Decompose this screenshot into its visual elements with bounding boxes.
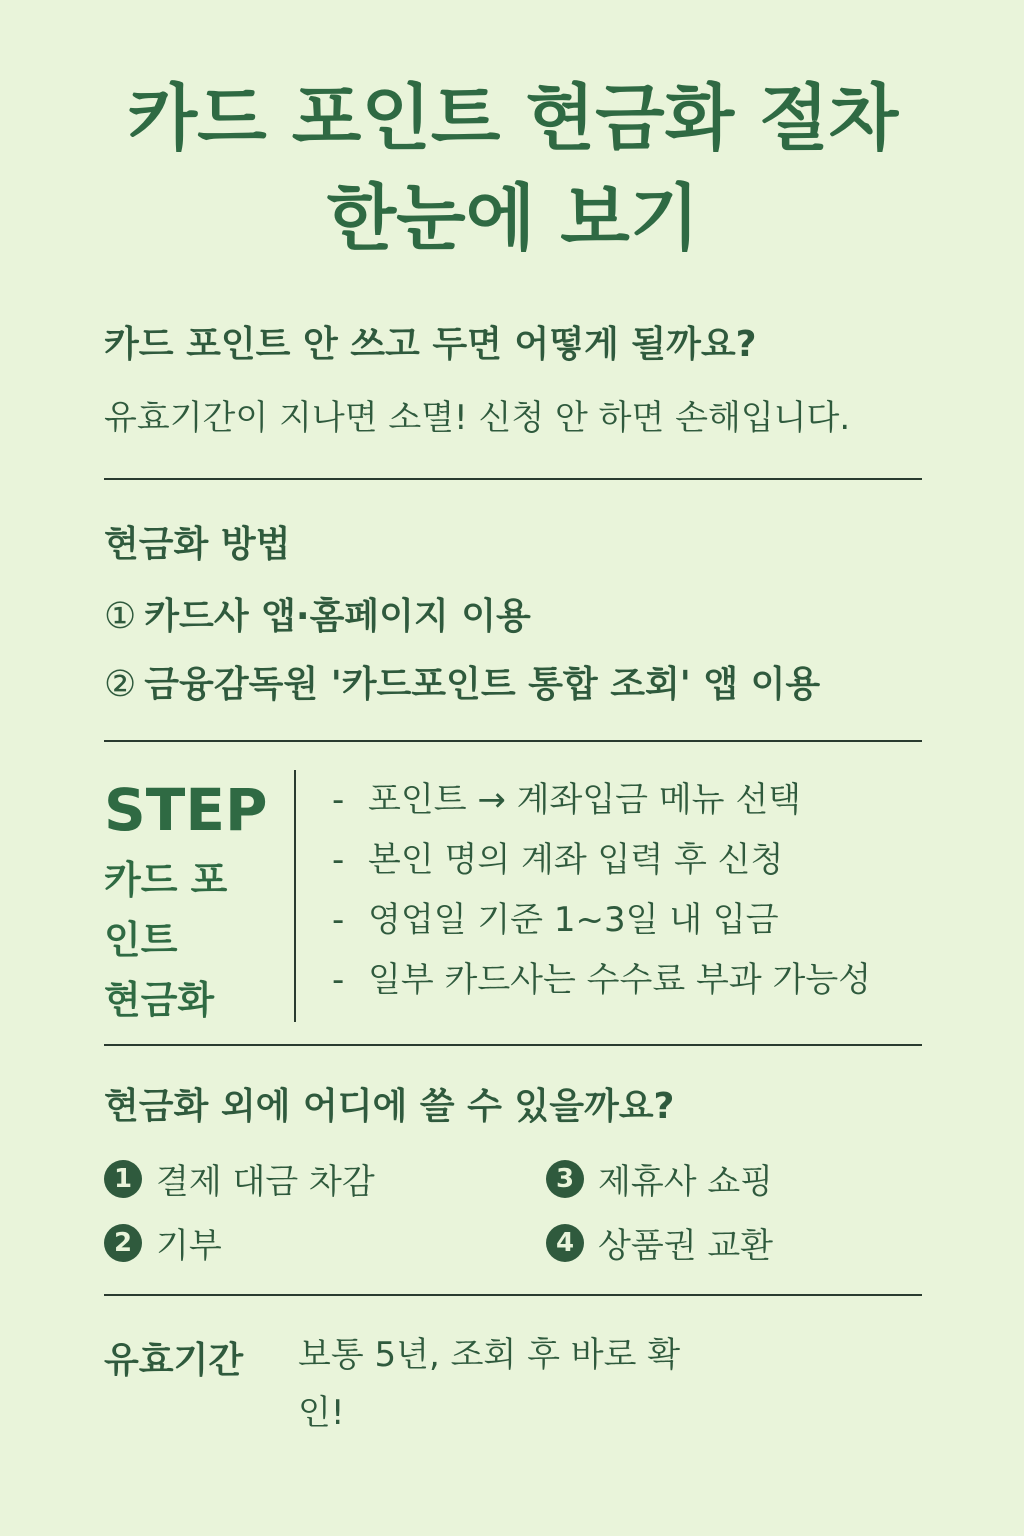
number-badge-icon: 3 — [546, 1160, 584, 1198]
method-label: 카드사 앱·홈페이지 이용 — [144, 596, 531, 637]
validity-text: 보통 5년, 조회 후 바로 확인! — [298, 1335, 681, 1433]
number-badge-icon: 1 — [104, 1160, 142, 1198]
validity-label: 유효기간 — [104, 1340, 244, 1381]
methods-heading: 현금화 방법 — [104, 524, 291, 565]
step-subheading-line: 카드 포 — [104, 858, 228, 902]
use-item-label: 제휴사 쇼핑 — [598, 1162, 774, 1202]
step-subheading-line: 인트 — [104, 918, 178, 962]
step-item — [332, 890, 871, 950]
use-item — [546, 1218, 773, 1267]
dash-bullet: - — [332, 960, 345, 1000]
title-line-1: 카드 포인트 현금화 절차 — [127, 76, 899, 160]
title-line-2: 한눈에 보기 — [326, 176, 700, 260]
step-label-block — [104, 770, 284, 1030]
divider — [104, 1294, 922, 1296]
step-section — [104, 770, 922, 1022]
use-item — [104, 1154, 375, 1203]
use-item-label: 기부 — [156, 1226, 222, 1266]
use-item-label: 상품권 교환 — [598, 1226, 774, 1266]
method-label: 금융감독원 '카드포인트 통합 조회' 앱 이용 — [144, 664, 821, 705]
use-item — [546, 1154, 773, 1203]
step-item — [332, 770, 871, 830]
question-heading: 카드 포인트 안 쓰고 두면 어떻게 될까요? — [104, 324, 757, 365]
step-subheading-line: 현금화 — [104, 978, 215, 1022]
method-number: ① — [104, 596, 137, 637]
step-heading: STEP — [104, 776, 268, 844]
step-item — [332, 830, 871, 890]
page-title — [104, 68, 922, 268]
divider — [104, 740, 922, 742]
divider — [104, 1044, 922, 1046]
method-item — [104, 588, 531, 639]
use-item — [104, 1218, 222, 1267]
method-item — [104, 656, 820, 707]
step-item-text: 일부 카드사는 수수료 부과 가능성 — [368, 960, 872, 1000]
step-list — [332, 770, 871, 1010]
number-badge-icon: 2 — [104, 1224, 142, 1262]
use-item-label: 결제 대금 차감 — [156, 1162, 375, 1202]
divider — [104, 478, 922, 480]
question-answer: 유효기간이 지나면 소멸! 신청 안 하면 손해입니다. — [104, 398, 851, 438]
step-item-text: 포인트 → 계좌입금 메뉴 선택 — [368, 780, 802, 820]
step-item-text: 본인 명의 계좌 입력 후 신청 — [368, 840, 784, 880]
number-badge-icon: 4 — [546, 1224, 584, 1262]
step-item-text: 영업일 기준 1~3일 내 입금 — [368, 900, 779, 940]
step-item — [332, 950, 871, 1010]
dash-bullet: - — [332, 900, 345, 940]
dash-bullet: - — [332, 840, 345, 880]
dash-bullet: - — [332, 780, 345, 820]
uses-heading: 현금화 외에 어디에 쓸 수 있을까요? — [104, 1086, 675, 1127]
step-vertical-divider — [294, 770, 296, 1022]
method-number: ② — [104, 664, 137, 705]
